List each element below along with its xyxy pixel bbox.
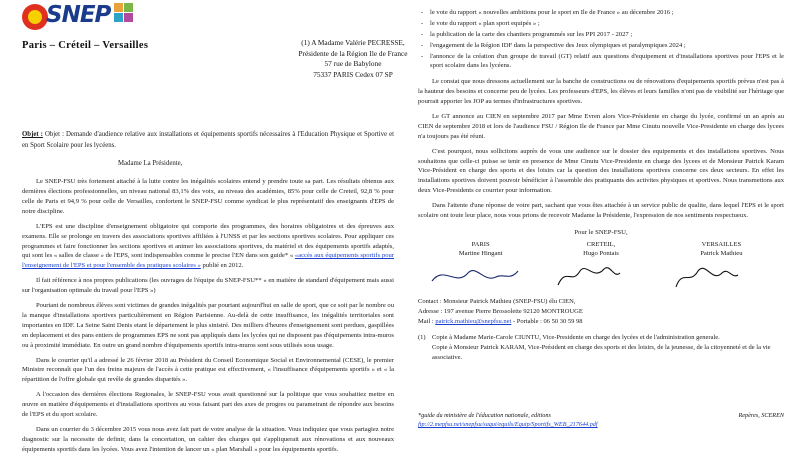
- sun-icon: [22, 4, 48, 30]
- signatory-city: CRETEIL,: [586, 240, 616, 248]
- list-item: - le vote du rapport « plan sport equipés » ;: [418, 19, 784, 29]
- left-paragraph-4: Pourtant de nombreux élèves sont victimes de grandes inégalités par pourtant aujourd'hui en salle de sport, que ce soit par le nombre ou la manque d'installations sportives particulièrement en Région Parisienne. Au-delà de cette insuffisance, les inégalités territoriales sont importantes en IDF. La Seine Saint Denis etant le département le plus sinistré. Des milliers d'heures d'enseignement sont perdues, gaspillées en deplacement et des pans entiers de programmes EPS ne sont pas appliqués dans les lycées qui ne disposent pas d'équipements intra-muros ou à proximité immédiate. En outre un grand nombre d'équipements sportifs intra-muros sont sous utilisés sous usage.: [22, 302, 394, 349]
- left-paragraph-1: Le SNEP-FSU très fortement attaché à la lutte contre les inégalités scolaires entend y prendre toute sa part. Les résultats obtenus aux dernières élections professionnelles, un niveau national 83,1% des voix, au niveau des académies, 85% pour celle de Creteil, 92,8 % pour celle de Paris et 94,9 % pour celle de Versailles, confortent le SNEP-FSU comme syndicat le plus représentatif des enseignants d'EPS de notre discipline.: [22, 178, 394, 215]
- left-paragraph-5: Dans le courrier qu'il a adressé le 26 février 2018 au Président du Conseil Economique Social et Environnemental (CESE), le premier Ministre reconnaît que l'un des freins majeurs de l'accès à cette pratique est effectivement, « l'insuffisance d'équipements sportifs » et « la répartition de l'offre globale qui revêle de grandes disparités ».: [22, 356, 394, 384]
- copy-line-1: Copie à Madame Marie-Carole CIUNTU, Vice-Presidente en charge des lycées et de l'administration generale.: [432, 334, 720, 342]
- contact-mail-line: [418, 317, 784, 327]
- contact-line-2: Adresse : 197 avenue Pierre Brossolette 92120 MONTROUGE: [418, 308, 583, 316]
- signature-title: Pour le SNEP-FSU,: [574, 228, 628, 236]
- recipient-line-4: 75337 PARIS Cedex 07 SP: [313, 69, 393, 79]
- list-item: - l'engagement de la Région IDF dans la perspective des Jeux olympiques et paralympiques 2024 ;: [418, 41, 784, 51]
- logo-square-orange: [114, 3, 123, 12]
- objet-line: [22, 130, 394, 151]
- list-item: - l'annonce de la création d'un groupe de travail (GT) relatif aux questions d'equipement et d'installations sportives pour l'EPS et le sport scolaire dans les lycéens.: [418, 52, 784, 72]
- handwritten-signatures: [418, 259, 784, 293]
- copy-number: (1): [418, 334, 426, 342]
- signature-scribble-icon: [418, 261, 784, 291]
- phone-text: - Portable : 06 50 30 59 98: [511, 318, 583, 326]
- contact-line-1: Contact : Monsieur Patrick Mathieu (SNEP-FSU) élu CIEN,: [418, 298, 576, 306]
- recipient-line-3: 57 rue de Babylone: [324, 59, 382, 69]
- contact-block: [418, 297, 784, 327]
- right-paragraph-1: Le constat que nous dressons actuellement sur la banche de constructions ou de rénovations d'equipements sportifs prévus n'est pas à la hauteur des besoins et concerne peu de lycées. Les professeurs d'EPS, les élèves et leurs familles n'ont pas de visibilité sur l'héritage que pourrait apporter les JOP au termes d'infrastructures sportives.: [418, 78, 784, 106]
- list-item: - le vote du rapport « nouvelles ambitions pour le sport en Ile de France » au décembre 2016 ;: [418, 8, 784, 18]
- logo-text: SNEP: [46, 2, 111, 28]
- left-paragraph-2: [22, 222, 394, 271]
- logo-square-blue: [114, 13, 123, 22]
- eps-guide-link[interactable]: «accès aux équipements sportifs pour l'enseignement de l'EPS et pour l'ensemble des pratiques scolaires »: [22, 252, 394, 270]
- signatory-creteil: [544, 240, 657, 259]
- right-paragraph-3: C'est pourquoi, nous sollicitons auprès de vous une audience sur le dossier des equipements et des installations sportives. Nous souhaitons que celle-ci puisse se tenir en presence de Mme Cinutu Vice-Presidente en charge des lycees et de Monsieur Patrick Karam Vice-Président en charge des sports et des loisirs car la question des installations sportives concerne ces deux secteurs. En effet les installations sportives doivent pouvoir bénéficier à l'assemble des pratiquants des activites physiques et sportives. Nous transmettons aux deux Vice-Presidents ce courrier pour information.: [418, 147, 784, 195]
- left-paragraph-7: Dans un courrier du 3 décembre 2015 vous nous avez fait part de votre analyse de la situation. Vous indiquiez que vous partagiez notre diagnostic sur la necessite de definir, dans la concertation, un cahier des charges qui s'appliquerait aux rénovations et aux nouveaux équipements sportifs dans les lycées. Vous avez l'intention de lancer un « plan Marshall » pour les équipements sportifs.: [22, 425, 394, 453]
- signatory-city: VERSAILLES: [701, 240, 742, 248]
- signature-row: [424, 240, 778, 259]
- copy-line-2: Copie à Monsieur Patrick KARAM, Vice-Président en charge des sports et des loisirs, de la jeunesse, de la citoyenneté et de la vie associative.: [432, 343, 771, 361]
- academies-line: Paris – Créteil – Versailles: [22, 40, 149, 51]
- list-item: - la publication de la carte des chantiers programmés sur les PPI 2017 - 2027 ;: [418, 30, 784, 40]
- left-paragraph-3: Il fait référence à nos propres publications (les ouvrages de l'équipe du SNEP-FSU** « en matière de standard d'équipement mais aussi sur l'organisation optimale du travail pour l'EPS »): [22, 277, 394, 295]
- left-column: [22, 120, 394, 460]
- salutation: Madame La Présidente,: [118, 160, 183, 168]
- footnote-text: *guide du ministère de l'éducation nationale, editions: [418, 412, 551, 419]
- signatory-name: Patrick Mathieu: [700, 250, 743, 258]
- objet-label: Objet :: [22, 131, 43, 138]
- footnote-url-link[interactable]: ftp://2.mepfsu.net/snepfsu/saqui/equils/Equip/Sportifs_WEB_217644.pdf: [418, 420, 598, 428]
- snep-logo: [22, 2, 142, 36]
- right-paragraph-2: Le GT annonce au CIEN en septembre 2017 par Mme Evren alors Vice-Présidente en charge du lycée, confirmé un an après au CIEN de septembre 2018 et lors de l'audience FSU / Région Ile de France par Mme Cinutu nouvelle Vice-Presidente en charge des lycees n'a toujours pas été réuni.: [418, 113, 784, 140]
- left-paragraph-6: A l'occasion des dernières élections Regionales, le SNEP-FSU vous avait questionné sur la politique que vous souhaitiez mettre en œuvre en matière d'équipements et d'installations sportives au vous faisant part des axes de progres ou parametrant de répondre aux besoins de l'EPS et du sport scolaire.: [22, 391, 394, 418]
- right-column: [418, 8, 784, 362]
- left-link-tail: publié en 2012.: [202, 262, 244, 270]
- signatory-versailles: [665, 240, 778, 259]
- objet-text: Objet : Demande d'audience relative aux installations et équipements sportifs nécessaires à l'Education Physique et Sportive et en Sport Scolaire pour les lycéens.: [22, 131, 395, 149]
- footnote-right-text: Repères, SCEREN: [738, 412, 784, 419]
- logo-square-green: [124, 3, 133, 12]
- logo-square-purple: [124, 13, 133, 22]
- email-link[interactable]: patrick.mathieu@snepfsu.net: [435, 318, 512, 326]
- signatory-city: PARIS: [471, 240, 490, 248]
- signatory-name: Martine Hingant: [458, 250, 503, 258]
- right-bullet-list: [418, 8, 784, 71]
- left-paragraph-2-text: L'EPS est une discipline d'enseignement obligatoire qui comporte des programmes, des horaires obligatoires et des épreuves aux examens. Elle se prolonge en travers des associations sportives affiliées à l'UNSS et par les sections sportives scolaires. Pour appliquer ces programmes et faire fonctionner les sections sportives et animer les associations sportives, du matériel et des équipements sportifs adaptés, qui sont les « salles de classe » de l'EPS, sont indispensables comme le precise l'EN dans son guide* «: [22, 222, 394, 260]
- mail-label: Mail :: [418, 318, 436, 326]
- recipient-line-1: (1) A Madame Valérie PECRESSE,: [301, 38, 405, 47]
- signatory-name: Hugo Pontais: [583, 250, 619, 258]
- footnote: [418, 412, 784, 430]
- copies-block: [418, 333, 784, 362]
- signatory-paris: [424, 240, 537, 259]
- right-paragraph-4: Dans l'attente d'une réponse de votre part, sachant que vous êtes attachée à un service public de qualite, dans lequel l'EPS et le sport scolaire ont toute leur place, nous vous prions de recevoir Madame la Présidente, l'expression de nos sentiments respectueux.: [418, 202, 784, 220]
- recipient-line-2: Présidente de la Région Ile de France: [298, 48, 408, 58]
